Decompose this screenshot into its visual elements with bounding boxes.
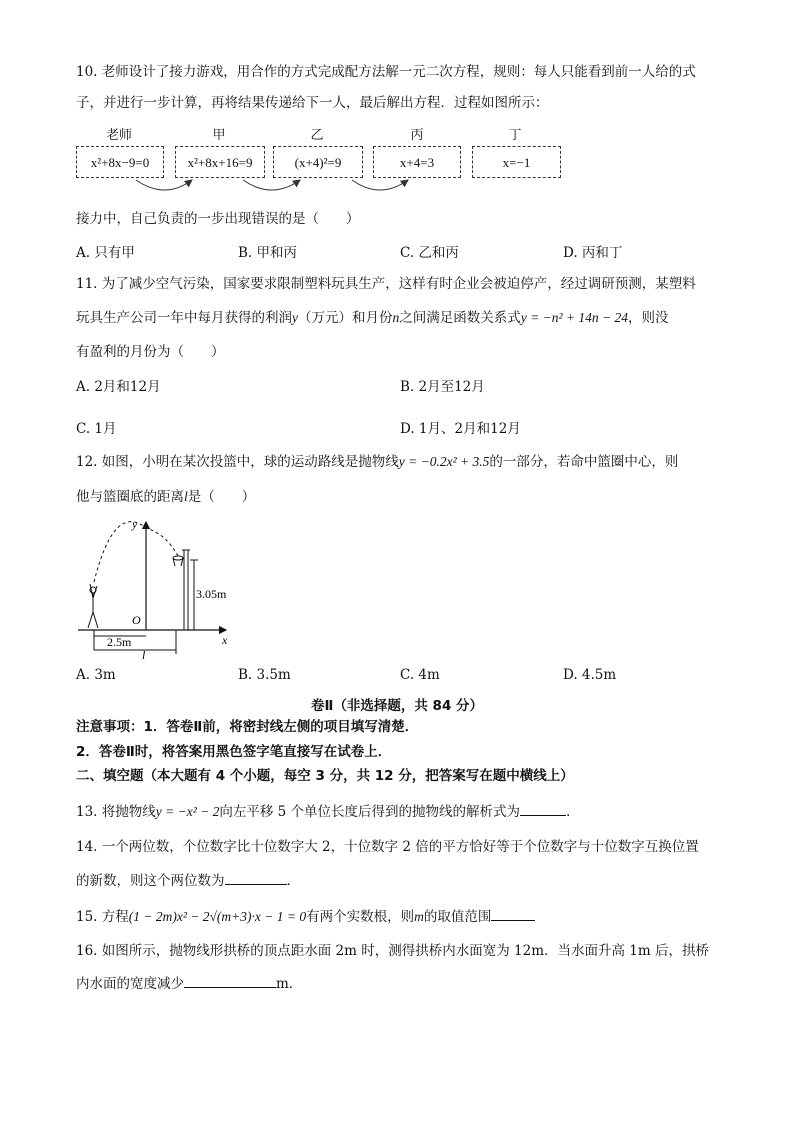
q12-line-1: 12. 如图，小明在某次投篮中，球的运动路线是抛物线y = −0.2x² + 3.5的一部分，若命中篮圈中心，则 xyxy=(76,454,679,470)
q11-line-2: 玩具生产公司一年中每月获得的利润y（万元）和月份n之间满足函数关系式y = −n² + 14n − 24，则没 xyxy=(76,310,669,326)
q14-line-1: 14. 一个两位数，个位数字比十位数字大 2，十位数字 2 倍的平方恰好等于个位数字与十位数字互换位置 xyxy=(76,839,699,855)
q12-formula: y = −0.2x² + 3.5 xyxy=(398,454,490,469)
x-axis-label: x xyxy=(222,633,228,647)
q11-option-b[interactable]: B. 2月至12月 xyxy=(400,379,485,395)
q10-option-a[interactable]: A. 只有甲 xyxy=(76,245,135,261)
relay-label-teacher: 老师 xyxy=(105,128,132,143)
relay-box-bing: x+4=3 xyxy=(373,146,461,178)
q10-option-b[interactable]: B. 甲和丙 xyxy=(238,245,298,261)
q10-option-c[interactable]: C. 乙和丙 xyxy=(400,245,459,261)
q11-formula: y = −n² + 14n − 24 xyxy=(520,310,628,325)
q16-line-1: 16. 如图所示，抛物线形拱桥的顶点距水面 2m 时，测得拱桥内水面宽为 12m．当水面升高 1m 后，拱桥 xyxy=(76,943,709,959)
part2-note-2: 2．答卷Ⅱ时，将答案用黑色签字笔直接写在试卷上． xyxy=(76,744,392,760)
relay-arrow-1 xyxy=(136,180,192,190)
relay-arrow-2 xyxy=(243,180,300,190)
l-label: l xyxy=(142,648,146,662)
relay-arrows xyxy=(0,0,794,220)
distance-label: 2.5m xyxy=(107,635,132,649)
q11-line-3: 有盈利的月份为（ ） xyxy=(76,344,225,360)
q13-formula: y = −x² − 2 xyxy=(155,804,220,819)
basket-hoop xyxy=(173,550,190,630)
q15-line: 15. 方程(1 − 2m)x² − 2√(m+3)·x − 1 = 0有两个实数根，则m的取值范围 xyxy=(76,906,535,926)
q12-option-b[interactable]: B. 3.5m xyxy=(238,667,291,683)
q15-formula: (1 − 2m)x² − 2√(m+3)·x − 1 = 0 xyxy=(128,909,307,924)
basketball-figure xyxy=(74,512,244,662)
q11-line-1: 11. 为了减少空气污染，国家要求限制塑料玩具生产，这样有时企业会被迫停产，经过调研预测，某塑料 xyxy=(76,276,696,292)
q12-line-2: 他与篮圈底的距离l是（ ） xyxy=(76,489,256,505)
part2-note-1: 注意事项：1．答卷Ⅱ前，将密封线左侧的项目填写清楚． xyxy=(76,719,419,735)
q16-line-2: 内水面的宽度减少 m． xyxy=(76,973,302,993)
height-label: 3.05m xyxy=(196,587,227,601)
q10-option-d[interactable]: D. 丙和丁 xyxy=(563,245,623,261)
q10-question: 接力中，自己负责的一步出现错误的是（ ） xyxy=(76,211,360,227)
section-fill-in: 二、填空题（本大题有 4 个小题，每空 3 分，共 12 分，把答案写在题中横线上） xyxy=(76,768,574,784)
relay-arrow-3 xyxy=(352,180,408,190)
q11-option-d[interactable]: D. 1月、2月和12月 xyxy=(400,421,521,437)
part2-title: 卷Ⅱ（非选择题，共 84 分） xyxy=(310,698,484,714)
q15-answer-blank[interactable] xyxy=(491,906,535,921)
relay-box-jia: x²+8x+16=9 xyxy=(175,146,265,178)
relay-label-bing: 丙 xyxy=(410,128,424,143)
q14-line-2: 的新数，则这个两位数为 ． xyxy=(76,870,300,890)
relay-box-teacher: x²+8x−9=0 xyxy=(76,146,164,178)
relay-box-ding: x=−1 xyxy=(472,146,561,178)
q11-option-c[interactable]: C. 1月 xyxy=(76,421,117,437)
origin-label: O xyxy=(132,613,141,627)
q13-line: 13. 将抛物线y = −x² − 2向左平移 5 个单位长度后得到的抛物线的解析式为 ． xyxy=(76,801,580,821)
relay-label-yi: 乙 xyxy=(310,128,324,143)
q11-option-a[interactable]: A. 2月和12月 xyxy=(76,379,161,395)
q12-option-d[interactable]: D. 4.5m xyxy=(563,667,617,683)
y-axis-label: y xyxy=(132,517,138,531)
relay-label-jia: 甲 xyxy=(212,128,226,143)
q10-line-1: 10. 老师设计了接力游戏，用合作的方式完成配方法解一元二次方程，规则：每人只能看到前一人给的式 xyxy=(76,64,696,80)
q12-option-a[interactable]: A. 3m xyxy=(76,667,116,683)
relay-label-ding: 丁 xyxy=(508,128,522,143)
q16-answer-blank[interactable] xyxy=(184,973,276,988)
player-figure xyxy=(88,584,98,628)
q13-answer-blank[interactable] xyxy=(520,801,566,816)
q14-answer-blank[interactable] xyxy=(225,870,287,885)
relay-box-yi: (x+4)²=9 xyxy=(273,146,363,178)
q10-line-2: 子，并进行一步计算，再将结果传递给下一人，最后解出方程．过程如图所示： xyxy=(76,95,549,111)
q12-option-c[interactable]: C. 4m xyxy=(400,667,440,683)
